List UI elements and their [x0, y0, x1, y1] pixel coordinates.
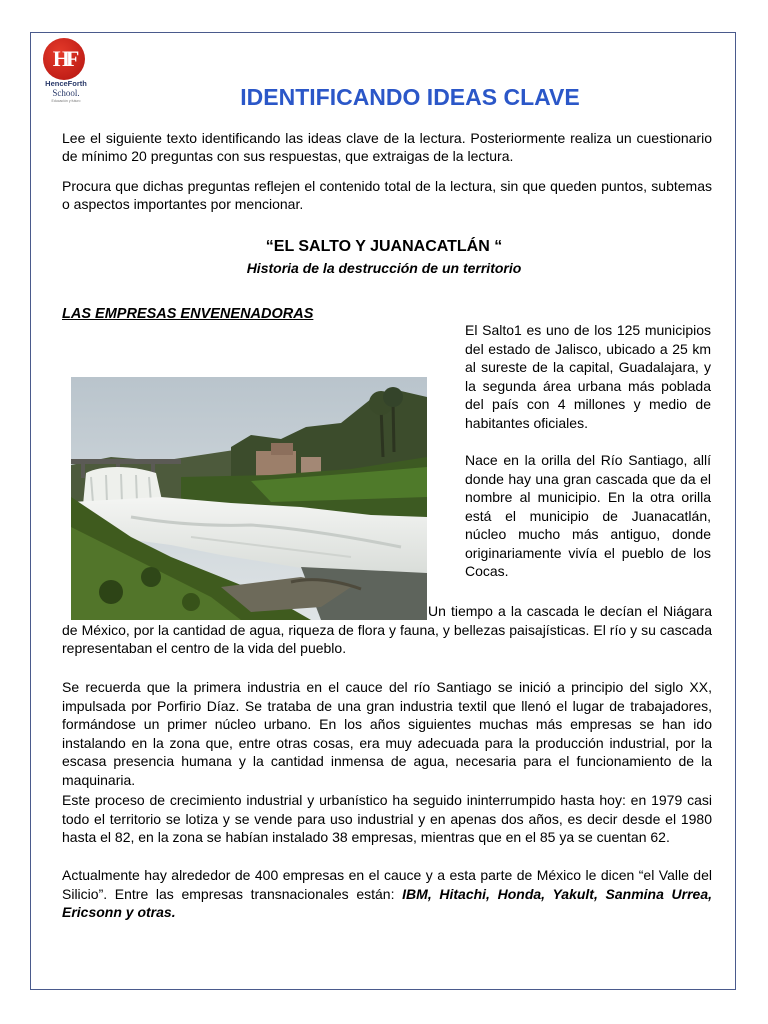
paragraph-niagara-first: Un tiempo a la cascada le decían el Niágara de — [62, 603, 712, 638]
side-paragraph-2: Nace en la orilla del Río Santiago, allí donde hay una gran cascada que da el nombre al municipio. En la otra orilla está el municipio de Juanacatlán, núcleo mucho más antiguo, donde originariamente vivía el pueblo de los Cocas. — [465, 452, 711, 579]
paragraph-niagara — [62, 602, 712, 658]
waterfall-photo — [71, 377, 427, 620]
story-title: “EL SALTO Y JUANACATLÁN “ — [265, 238, 503, 255]
logo-tagline: Educación y futuro — [51, 99, 81, 103]
paragraph-industry-history: Se recuerda que la primera industria en el cauce del río Santiago se inició a principio del siglo XX, impulsada por Porfirio Díaz. Se trataba de una gran industria textil que llenó el lugar de trabajadores, formándose un primer núcleo urbano. En los años siguientes muchas más empresas se han ido instalando en la zona que, entre otras cosas, era muy adecuada para la producción industrial, por la escasa presencia humana y la cantidad inmensa de agua, necesaria para el funcionamiento de la maquinaria. — [62, 679, 712, 788]
instructions-paragraph-2: Procura que dichas preguntas reflejen el contenido total de la lectura, sin que queden puntos, subtemas o aspectos importantes por mencionar. — [62, 178, 712, 212]
page-title: IDENTIFICANDO IDEAS CLAVE — [240, 84, 580, 110]
paragraph-companies-text: Actualmente hay alrededor de 400 empresas en el cauce y a esta parte de México le dicen “el Valle del Silicio”. Entre las empresas transnacionales están: — [62, 867, 712, 902]
company-list: IBM, Hitachi, Honda, Yakult, Sanmina Urrea, Ericsonn y otras. — [62, 885, 712, 920]
side-paragraph-1: El Salto1 es uno de los 125 municipios del estado de Jalisco, ubicado a 25 km al sureste de la capital, Guadalajara, y la segunda área urbana más poblada del país con 4 millones y medio de habitantes oficiales. — [465, 322, 711, 431]
logo-emblem — [43, 38, 85, 80]
story-subtitle: Historia de la destrucción de un territorio — [246, 260, 522, 276]
paragraph-industrial-growth: Este proceso de crecimiento industrial y urbanístico ha seguido ininterrumpido hasta hoy: en 1979 casi todo el territorio se lotiza y se vende para uso industrial y en apenas dos años, es decir desde el 1980 hasta el 82, en la zona se habían instalado 38 empresas, mientras que en el 85 ya se cuentan 62. — [62, 792, 712, 845]
logo-name: HenceForth — [45, 79, 87, 88]
instructions-paragraph-1: Lee el siguiente texto identificando las ideas clave de la lectura. Posteriormente realiza un cuestionario de mínimo 20 preguntas con sus respuestas, que extraigas de la lectura. — [62, 130, 712, 164]
section-heading: LAS EMPRESAS ENVENENADORAS — [62, 306, 314, 322]
logo-letters: HF — [52, 46, 76, 71]
paragraph-niagara-rest: México, por la cantidad de agua, riqueza de flora y fauna, y bellezas paisajísticas. El río y su cascada representaban el centro de la vida del pueblo. — [62, 621, 712, 656]
paragraph-companies — [62, 866, 712, 922]
logo-school: School. — [52, 88, 80, 98]
